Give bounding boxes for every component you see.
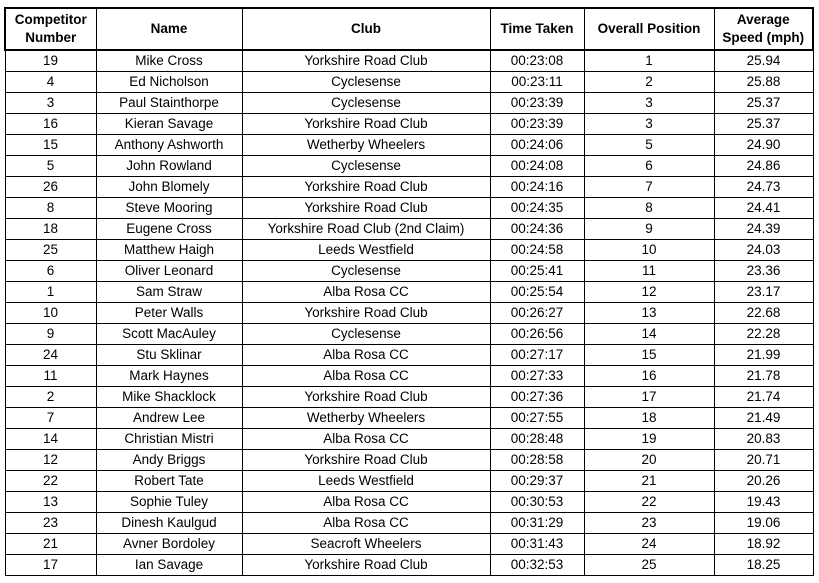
cell-average-speed: 23.17 (714, 282, 813, 303)
cell-club: Leeds Westfield (242, 240, 490, 261)
cell-name: Sam Straw (96, 282, 242, 303)
table-row (5, 261, 813, 282)
cell-overall-position: 9 (584, 219, 714, 240)
cell-club: Yorkshire Road Club (242, 177, 490, 198)
table-row (5, 471, 813, 492)
table-body (5, 50, 813, 576)
cell-competitor-number: 24 (5, 345, 96, 366)
cell-time-taken: 00:23:11 (490, 72, 584, 93)
cell-club: Alba Rosa CC (242, 429, 490, 450)
cell-time-taken: 00:24:35 (490, 198, 584, 219)
cell-club: Yorkshire Road Club (242, 450, 490, 471)
cell-club: Yorkshire Road Club (2nd Claim) (242, 219, 490, 240)
cell-time-taken: 00:29:37 (490, 471, 584, 492)
cell-name: Stu Sklinar (96, 345, 242, 366)
cell-name: Eugene Cross (96, 219, 242, 240)
cell-name: Avner Bordoley (96, 534, 242, 555)
results-table-container (4, 7, 814, 576)
cell-overall-position: 6 (584, 156, 714, 177)
cell-competitor-number: 13 (5, 492, 96, 513)
cell-name: John Rowland (96, 156, 242, 177)
cell-name: Peter Walls (96, 303, 242, 324)
cell-competitor-number: 6 (5, 261, 96, 282)
cell-competitor-number: 22 (5, 471, 96, 492)
cell-overall-position: 8 (584, 198, 714, 219)
cell-time-taken: 00:25:41 (490, 261, 584, 282)
cell-time-taken: 00:27:33 (490, 366, 584, 387)
cell-competitor-number: 8 (5, 198, 96, 219)
cell-name: John Blomely (96, 177, 242, 198)
cell-time-taken: 00:27:36 (490, 387, 584, 408)
cell-competitor-number: 14 (5, 429, 96, 450)
cell-overall-position: 3 (584, 114, 714, 135)
cell-competitor-number: 15 (5, 135, 96, 156)
cell-time-taken: 00:23:39 (490, 114, 584, 135)
cell-competitor-number: 7 (5, 408, 96, 429)
header-overall-position: Overall Position (584, 8, 714, 50)
cell-competitor-number: 21 (5, 534, 96, 555)
cell-overall-position: 2 (584, 72, 714, 93)
table-row (5, 72, 813, 93)
table-row (5, 282, 813, 303)
cell-average-speed: 22.68 (714, 303, 813, 324)
table-row (5, 93, 813, 114)
header-average-speed: Average Speed (mph) (714, 8, 813, 50)
results-table (4, 7, 814, 576)
cell-average-speed: 18.92 (714, 534, 813, 555)
cell-competitor-number: 18 (5, 219, 96, 240)
cell-club: Cyclesense (242, 261, 490, 282)
cell-club: Wetherby Wheelers (242, 408, 490, 429)
cell-time-taken: 00:23:08 (490, 50, 584, 72)
cell-club: Cyclesense (242, 324, 490, 345)
cell-club: Yorkshire Road Club (242, 555, 490, 576)
cell-average-speed: 25.37 (714, 93, 813, 114)
cell-club: Cyclesense (242, 72, 490, 93)
cell-overall-position: 3 (584, 93, 714, 114)
table-row (5, 156, 813, 177)
cell-name: Ed Nicholson (96, 72, 242, 93)
cell-average-speed: 20.26 (714, 471, 813, 492)
table-row (5, 219, 813, 240)
cell-name: Oliver Leonard (96, 261, 242, 282)
cell-time-taken: 00:28:48 (490, 429, 584, 450)
cell-club: Alba Rosa CC (242, 282, 490, 303)
cell-name: Kieran Savage (96, 114, 242, 135)
cell-name: Andrew Lee (96, 408, 242, 429)
cell-competitor-number: 9 (5, 324, 96, 345)
cell-overall-position: 17 (584, 387, 714, 408)
cell-competitor-number: 17 (5, 555, 96, 576)
cell-average-speed: 20.71 (714, 450, 813, 471)
table-row (5, 429, 813, 450)
cell-overall-position: 11 (584, 261, 714, 282)
cell-name: Scott MacAuley (96, 324, 242, 345)
cell-club: Leeds Westfield (242, 471, 490, 492)
cell-average-speed: 24.73 (714, 177, 813, 198)
table-row (5, 50, 813, 72)
cell-name: Christian Mistri (96, 429, 242, 450)
table-row (5, 303, 813, 324)
cell-time-taken: 00:24:58 (490, 240, 584, 261)
cell-name: Matthew Haigh (96, 240, 242, 261)
cell-name: Anthony Ashworth (96, 135, 242, 156)
cell-overall-position: 24 (584, 534, 714, 555)
cell-overall-position: 13 (584, 303, 714, 324)
cell-average-speed: 21.74 (714, 387, 813, 408)
table-row (5, 387, 813, 408)
cell-time-taken: 00:27:55 (490, 408, 584, 429)
cell-club: Cyclesense (242, 156, 490, 177)
cell-competitor-number: 2 (5, 387, 96, 408)
cell-name: Robert Tate (96, 471, 242, 492)
cell-competitor-number: 12 (5, 450, 96, 471)
table-row (5, 408, 813, 429)
header-club: Club (242, 8, 490, 50)
cell-club: Alba Rosa CC (242, 513, 490, 534)
cell-average-speed: 25.94 (714, 50, 813, 72)
cell-average-speed: 24.03 (714, 240, 813, 261)
cell-time-taken: 00:23:39 (490, 93, 584, 114)
cell-time-taken: 00:24:06 (490, 135, 584, 156)
cell-overall-position: 12 (584, 282, 714, 303)
table-row (5, 450, 813, 471)
cell-overall-position: 18 (584, 408, 714, 429)
cell-time-taken: 00:24:16 (490, 177, 584, 198)
cell-time-taken: 00:24:36 (490, 219, 584, 240)
cell-time-taken: 00:31:43 (490, 534, 584, 555)
table-row (5, 135, 813, 156)
cell-average-speed: 22.28 (714, 324, 813, 345)
cell-name: Sophie Tuley (96, 492, 242, 513)
table-row (5, 114, 813, 135)
table-row (5, 513, 813, 534)
cell-average-speed: 18.25 (714, 555, 813, 576)
cell-overall-position: 10 (584, 240, 714, 261)
cell-competitor-number: 25 (5, 240, 96, 261)
cell-overall-position: 16 (584, 366, 714, 387)
cell-name: Dinesh Kaulgud (96, 513, 242, 534)
header-time-taken: Time Taken (490, 8, 584, 50)
cell-average-speed: 21.49 (714, 408, 813, 429)
cell-overall-position: 23 (584, 513, 714, 534)
cell-time-taken: 00:31:29 (490, 513, 584, 534)
cell-competitor-number: 3 (5, 93, 96, 114)
cell-competitor-number: 26 (5, 177, 96, 198)
table-row (5, 198, 813, 219)
cell-overall-position: 7 (584, 177, 714, 198)
table-row (5, 177, 813, 198)
cell-name: Andy Briggs (96, 450, 242, 471)
cell-average-speed: 25.37 (714, 114, 813, 135)
cell-competitor-number: 1 (5, 282, 96, 303)
cell-overall-position: 14 (584, 324, 714, 345)
cell-average-speed: 23.36 (714, 261, 813, 282)
cell-competitor-number: 5 (5, 156, 96, 177)
cell-club: Yorkshire Road Club (242, 303, 490, 324)
table-row (5, 240, 813, 261)
cell-club: Seacroft Wheelers (242, 534, 490, 555)
cell-time-taken: 00:26:27 (490, 303, 584, 324)
cell-name: Steve Mooring (96, 198, 242, 219)
cell-overall-position: 21 (584, 471, 714, 492)
cell-competitor-number: 10 (5, 303, 96, 324)
cell-average-speed: 25.88 (714, 72, 813, 93)
cell-club: Yorkshire Road Club (242, 50, 490, 72)
cell-overall-position: 19 (584, 429, 714, 450)
cell-competitor-number: 19 (5, 50, 96, 72)
table-row (5, 492, 813, 513)
cell-competitor-number: 4 (5, 72, 96, 93)
cell-competitor-number: 11 (5, 366, 96, 387)
header-name: Name (96, 8, 242, 50)
cell-competitor-number: 16 (5, 114, 96, 135)
table-row (5, 324, 813, 345)
cell-time-taken: 00:30:53 (490, 492, 584, 513)
cell-average-speed: 24.39 (714, 219, 813, 240)
cell-time-taken: 00:24:08 (490, 156, 584, 177)
cell-name: Paul Stainthorpe (96, 93, 242, 114)
cell-name: Mark Haynes (96, 366, 242, 387)
cell-overall-position: 5 (584, 135, 714, 156)
header-row (5, 8, 813, 50)
table-row (5, 345, 813, 366)
cell-overall-position: 20 (584, 450, 714, 471)
cell-average-speed: 20.83 (714, 429, 813, 450)
cell-overall-position: 22 (584, 492, 714, 513)
cell-club: Alba Rosa CC (242, 366, 490, 387)
cell-competitor-number: 23 (5, 513, 96, 534)
cell-overall-position: 15 (584, 345, 714, 366)
cell-name: Mike Shacklock (96, 387, 242, 408)
cell-time-taken: 00:32:53 (490, 555, 584, 576)
cell-overall-position: 25 (584, 555, 714, 576)
cell-average-speed: 19.43 (714, 492, 813, 513)
cell-club: Yorkshire Road Club (242, 198, 490, 219)
table-row (5, 366, 813, 387)
cell-time-taken: 00:27:17 (490, 345, 584, 366)
cell-time-taken: 00:28:58 (490, 450, 584, 471)
cell-club: Yorkshire Road Club (242, 387, 490, 408)
cell-average-speed: 21.78 (714, 366, 813, 387)
header-competitor-number: Competitor Number (5, 8, 96, 50)
cell-average-speed: 24.41 (714, 198, 813, 219)
cell-club: Alba Rosa CC (242, 345, 490, 366)
cell-average-speed: 21.99 (714, 345, 813, 366)
cell-club: Wetherby Wheelers (242, 135, 490, 156)
cell-club: Yorkshire Road Club (242, 114, 490, 135)
table-row (5, 534, 813, 555)
cell-name: Mike Cross (96, 50, 242, 72)
table-row (5, 555, 813, 576)
cell-name: Ian Savage (96, 555, 242, 576)
cell-average-speed: 19.06 (714, 513, 813, 534)
cell-average-speed: 24.86 (714, 156, 813, 177)
cell-club: Cyclesense (242, 93, 490, 114)
cell-time-taken: 00:25:54 (490, 282, 584, 303)
cell-time-taken: 00:26:56 (490, 324, 584, 345)
cell-club: Alba Rosa CC (242, 492, 490, 513)
table-header (5, 8, 813, 50)
cell-overall-position: 1 (584, 50, 714, 72)
cell-average-speed: 24.90 (714, 135, 813, 156)
